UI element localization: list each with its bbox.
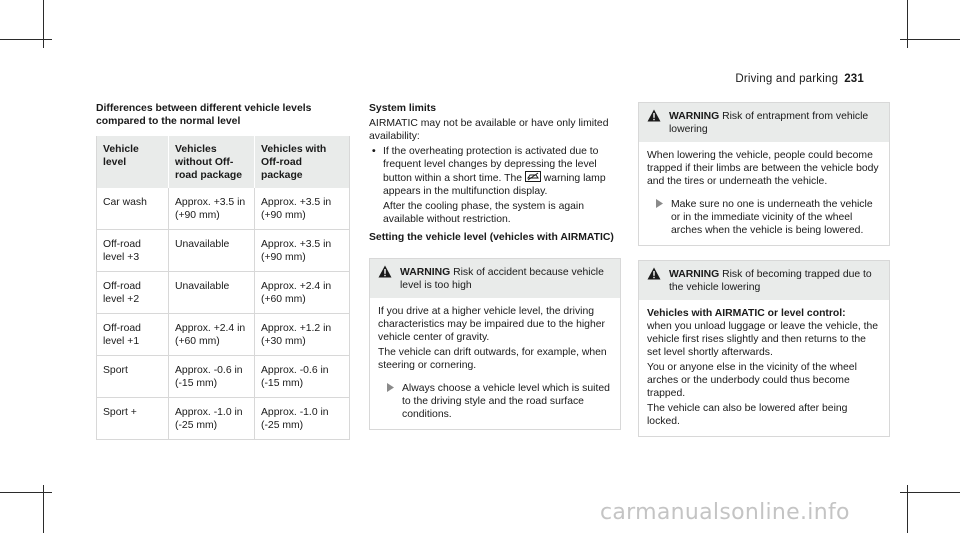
warning-box-entrapment	[638, 102, 890, 246]
table-cell: Approx. +3.5 in (+90 mm)	[169, 188, 255, 230]
watermark: carmanualsonline.info	[600, 500, 850, 525]
table-cell: Off-road level +2	[97, 272, 169, 314]
warning-box-accident	[369, 258, 621, 430]
step-arrow-icon	[656, 199, 663, 208]
action-step	[378, 382, 612, 421]
warning-paragraph: The vehicle can drift outwards, for example, when steering or cornering.	[378, 347, 607, 371]
table-row	[97, 272, 350, 314]
setting-heading: Setting the vehicle level (vehicles with AIRMATIC)	[369, 232, 614, 243]
table-cell: Approx. +2.4 in (+60 mm)	[169, 314, 255, 356]
warning-triangle-icon	[647, 267, 661, 280]
warning-paragraph: The vehicle can also be lowered after being locked.	[647, 403, 848, 427]
table-cell: Approx. -1.0 in (-25 mm)	[255, 398, 350, 440]
bullet-text: warning lamp appears in the multifunction display.	[383, 173, 606, 197]
table-cell: Car wash	[97, 188, 169, 230]
table-header-cell: Vehicle level	[97, 136, 169, 188]
step-arrow-icon	[387, 383, 394, 392]
column-middle	[369, 102, 621, 430]
table-cell: Sport	[97, 356, 169, 398]
table-cell: Off-road level +3	[97, 230, 169, 272]
warning-body	[639, 142, 889, 245]
warning-subheading: Vehicles with AIRMATIC or level control:	[647, 308, 846, 319]
crop-mark	[900, 492, 960, 493]
crop-mark	[900, 39, 960, 40]
warning-label: WARNING	[669, 269, 720, 280]
list-item	[369, 145, 621, 198]
table-header-cell: Vehicles with Off-road package	[255, 136, 350, 188]
vehicle-level-table	[96, 136, 350, 440]
section-title: Driving and parking	[735, 73, 839, 85]
warning-header	[639, 261, 889, 300]
crop-mark	[0, 39, 52, 40]
bullet-icon: •	[372, 146, 376, 157]
warning-triangle-icon	[647, 109, 661, 122]
system-limits-heading: System limits	[369, 103, 436, 114]
column-left	[96, 102, 350, 440]
table-row	[97, 230, 350, 272]
table-row	[97, 398, 350, 440]
table-cell: Approx. +3.5 in (+90 mm)	[255, 188, 350, 230]
warning-triangle-icon	[378, 265, 392, 278]
bullet-text: If the overheating protection is activated due to frequent level changes by depressing the level button within a short time. The	[383, 146, 599, 184]
warning-title: Risk of accident because vehicle level is too high	[400, 267, 604, 291]
step-text: Make sure no one is underneath the vehicle or in the immediate vicinity of the wheel arches when the vehicle is being lowered.	[671, 199, 873, 236]
bullet-followup: After the cooling phase, the system is again available without restriction.	[383, 201, 584, 225]
table-cell: Approx. +2.4 in (+60 mm)	[255, 272, 350, 314]
warning-label: WARNING	[400, 267, 451, 278]
vehicle-level-warning-icon	[525, 171, 541, 182]
warning-title: Risk of becoming trapped due to the vehicle lowering	[669, 269, 872, 293]
crop-mark	[0, 492, 52, 493]
column-right	[638, 102, 890, 437]
table-row	[97, 314, 350, 356]
table-header-cell: Vehicles without Off-road package	[169, 136, 255, 188]
warning-label: WARNING	[669, 111, 720, 122]
table-title: Differences between different vehicle levels compared to the normal level	[96, 103, 312, 127]
warning-box-trapped	[638, 260, 890, 437]
crop-mark	[43, 0, 44, 48]
warning-body	[370, 298, 620, 429]
warning-title: Risk of entrapment from vehicle lowering	[669, 111, 869, 135]
warning-paragraph: If you drive at a higher vehicle level, the driving characteristics may be impaired due to the higher vehicle center of gravity.	[378, 306, 605, 343]
warning-header	[639, 103, 889, 142]
table-cell: Approx. -1.0 in (-25 mm)	[169, 398, 255, 440]
warning-paragraph: when you unload luggage or leave the vehicle, the vehicle first rises slightly and then returns to the set level shortly afterwards.	[647, 321, 879, 358]
table-cell: Unavailable	[169, 272, 255, 314]
table-row	[97, 188, 350, 230]
table-cell: Off-road level +1	[97, 314, 169, 356]
page-header	[735, 73, 864, 85]
crop-mark	[907, 0, 908, 48]
step-text: Always choose a vehicle level which is suited to the driving style and the road surface conditions.	[402, 383, 610, 420]
page-number: 231	[844, 73, 864, 85]
table-cell: Approx. +1.2 in (+30 mm)	[255, 314, 350, 356]
table-cell: Approx. -0.6 in (-15 mm)	[255, 356, 350, 398]
warning-body	[639, 300, 889, 436]
warning-header	[370, 259, 620, 298]
table-cell: Approx. +3.5 in (+90 mm)	[255, 230, 350, 272]
table-cell: Sport +	[97, 398, 169, 440]
system-limits-intro: AIRMATIC may not be available or have only limited availability:	[369, 118, 609, 142]
table-row	[97, 356, 350, 398]
table-cell: Approx. -0.6 in (-15 mm)	[169, 356, 255, 398]
action-step	[647, 198, 881, 237]
warning-paragraph: You or anyone else in the vicinity of the wheel arches or the underbody could thus become trapped.	[647, 362, 857, 399]
warning-paragraph: When lowering the vehicle, people could become trapped if their limbs are between the vehicle body and the tires or underneath the vehicle.	[647, 150, 879, 187]
table-cell: Unavailable	[169, 230, 255, 272]
